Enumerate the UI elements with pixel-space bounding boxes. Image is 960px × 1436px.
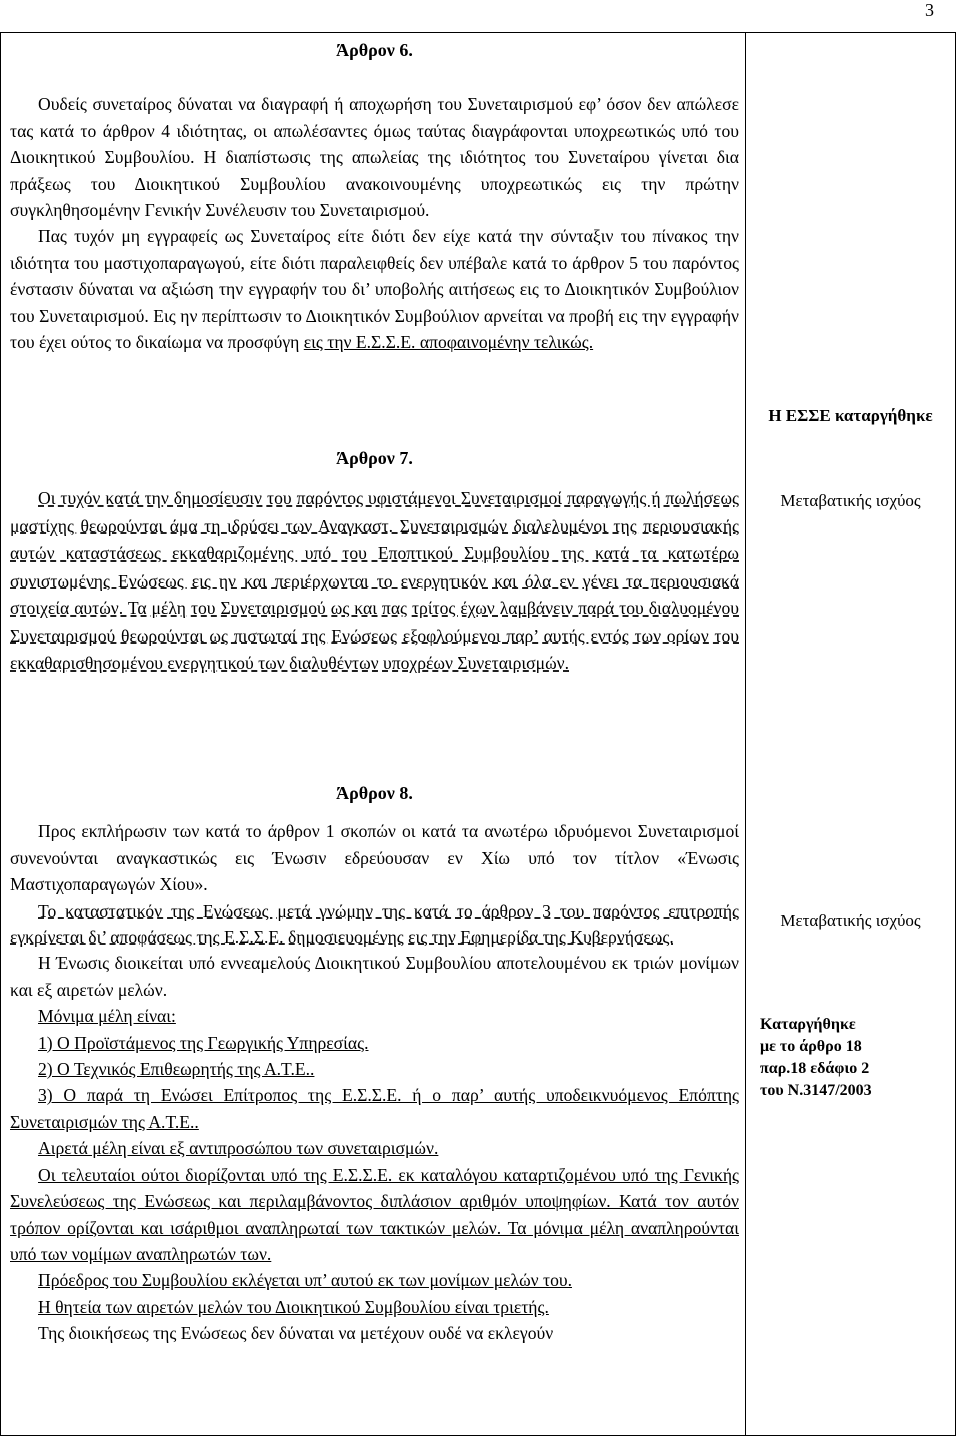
article-7 (10, 445, 739, 678)
article-8-paragraph-7: Πρόεδρος του Συμβουλίου εκλέγεται υπ’ αυτού εκ των μονίμων μελών του. (38, 1270, 572, 1291)
article-8-paragraph-8: Η θητεία των αιρετών μελών του Διοικητικού Συμβουλίου είναι τριετής. (38, 1296, 549, 1317)
page-number: 3 (925, 0, 934, 20)
note-abolished-line-3: παρ.18 εδάφιο 2 (760, 1060, 870, 1077)
article-8-item-1: 1) Ο Προϊστάμενος της Γεωργικής Υπηρεσίας. (38, 1032, 369, 1053)
note-transitional-2: Μεταβατικής ισχύος (780, 911, 921, 930)
article-8-paragraph-4: Μόνιμα μέλη είναι: (38, 1006, 176, 1027)
note-transitional-1: Μεταβατικής ισχύος (780, 491, 921, 510)
article-8-paragraph-2: Το καταστατικόν της Ενώσεως μετά γνώμην της κατά το άρθρον 3 του παρόντος επιτροπής εγκρίνεται δι’ αποφάσεως της Ε.Σ.Σ.Ε. δημοσιευομένης εις την Εφημερίδα της Κυβερνήσεως. (10, 900, 739, 948)
article-8-paragraph-9: Της διοικήσεως της Ενώσεως δεν δύναται να μετέχουν ουδέ να εκλεγούν (38, 1323, 554, 1344)
article-8 (10, 780, 739, 1347)
article-8-paragraph-3: Η Ένωσις διοικείται υπό εννεαμελούς Διοικητικού Συμβουλίου αποτελουμένου εκ τριών μονίμων και εξ αιρετών μελών. (10, 953, 739, 1000)
article-8-heading: Άρθρον 8. (336, 783, 413, 803)
article-6-paragraph-2 (10, 223, 739, 355)
article-7-heading: Άρθρον 7. (336, 448, 413, 468)
note-abolished-line-2: με το άρθρο 18 (760, 1038, 862, 1055)
article-8-item-2: 2) Ο Τεχνικός Επιθεωρητής της Α.Τ.Ε.. (38, 1059, 315, 1080)
article-7-paragraph: Οι τυχόν κατά την δημοσίευσιν του παρόντος υφιστάμενοι Συνεταιρισμοί παραγωγής ή πωλήσεως μαστίχης θεωρούνται άμα τη ιδρύσει των Αναγκαστ. Συνεταιρισμών διαλελυμένοι της περιουσιακής αυτών καταστάσεως εκκαθαριζομένης υπό του Εποπτικού Συμβουλίου της κατά τα κατωτέρω συνιστωμένης Ενώσεως εις ην και περιέρχωνται το ενεργητικόν και όλα εν γένει τα περιουσιακά στοιχεία αυτών. Τα μέλη του Συνεταιρισμού ως και πας τρίτος έχων λαμβάνειν παρά του διαλυομένου Συνεταιρισμού θεωρούνται ως πιστωταί της Ενώσεως εξοφλούμενοι παρ’ αυτής εντός των ορίων του εκκαθαρισθησομένου ενεργητικού των διαλυθέντων υποχρέων Συνεταιρισμών. (10, 488, 739, 674)
article-8-item-3: 3) Ο παρά τη Ενώσει Επίτροπος της Ε.Σ.Σ.Ε. ή ο παρ’ αυτής υποδεικνυόμενος Επόπτης Συνεταιρισμών της Α.Τ.Ε.. (10, 1085, 739, 1132)
article-8-paragraph-5: Αιρετά μέλη είναι εξ αντιπροσώπου των συνεταιρισμών. (38, 1138, 439, 1159)
article-6 (10, 37, 739, 355)
article-6-paragraph-1: Ουδείς συνεταίρος δύναται να διαγραφή ή αποχωρήση του Συνεταιρισμού εφ’ όσον δεν απώλεσε τας κατά το άρθρον 4 ιδιότητας, οι απωλέσαντες όμως ταύτας διαγράφονται υποχρεωτικώς υπό του Διοικητικού Συμβουλίου. Η διαπίστωσις της απωλείας της ιδιότητος του Συνεταίρου γίνεται δια πράξεως του Διοικητικού Συμβουλίου ανακοινουμένης υποχρεωτικώς εις την πρώτην συγκληθησομένην Γενικήν Συνέλευσιν του Συνεταιρισμού. (10, 94, 739, 221)
article-8-paragraph-6: Οι τελευταίοι ούτοι διορίζονται υπό της Ε.Σ.Σ.Ε. εκ καταλόγου καταρτιζομένου υπό της Γενικής Συνελεύσεως της Ενώσεως και περιλαμβάνοντος διπλάσιον αριθμόν υποψηφίων. Κατά τον αυτόν τρόπον ορίζονται και ισάριθμοι αναπληρωταί των τακτικών μελών. Τα μόνιμα μέλη αναπληρούνται υπό των νομίμων αναπληρωτών των. (10, 1164, 739, 1264)
note-abolished-law (760, 1014, 950, 1102)
article-6-paragraph-2-underlined: εις την Ε.Σ.Σ.Ε. αποφαινομένην τελικώς. (303, 332, 594, 353)
note-abolished-line-4: του Ν.3147/2003 (760, 1082, 872, 1099)
article-8-paragraph-1: Προς εκπλήρωσιν των κατά το άρθρον 1 σκοπών οι κατά τα ανωτέρω ιδρυόμενοι Συνεταιρισμοί συνενούνται αναγκαστικώς εις Ένωσιν εδρεύουσαν εν Χίω υπό τον τίτλον «Ένωσις Μαστιχοπαραγωγών Χίου». (10, 821, 739, 895)
article-6-paragraph-2-text: Πας τυχόν μη εγγραφείς ως Συνεταίρος είτε διότι δεν είχε κατά την σύνταξιν του πίνακος την ιδιότητα του μαστιχοπαραγωγού, είτε διότι παραλειφθείς δεν υπέβαλε κατά το άρθρον 5 του παρόντος ένστασιν δύναται να αξιώση την εγγραφήν του δι’ υποβολής αιτήσεως εις το Διοικητικόν Συμβούλιον του Συνεταιρισμού. Εις ην περίπτωσιν το Διοικητικόν Συμβούλιον αρνείται να προβή εις την εγγραφήν του έχει ούτος το δικαίωμα να προσφύγη (10, 226, 739, 353)
note-esse-abolished: Η ΕΣΣΕ καταργήθηκε (768, 406, 933, 425)
column-divider (745, 32, 746, 1436)
article-6-heading: Άρθρον 6. (336, 40, 413, 60)
note-abolished-line-1: Καταργήθηκε (760, 1016, 856, 1033)
